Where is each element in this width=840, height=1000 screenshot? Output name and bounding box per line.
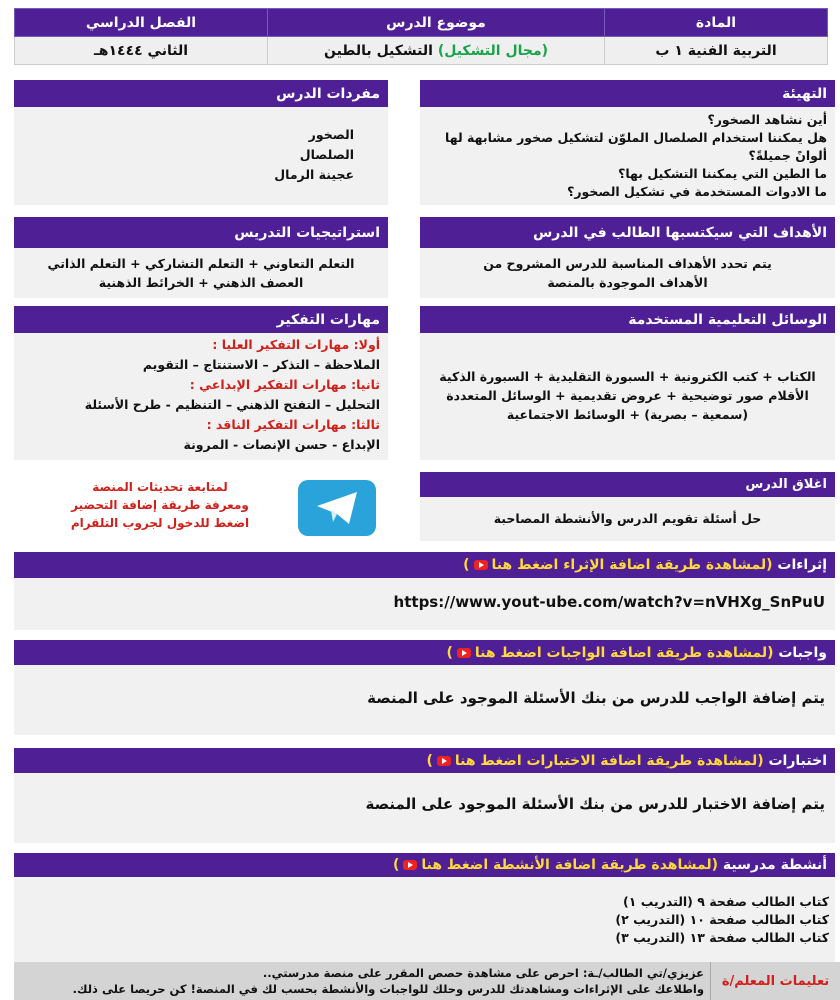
link-text: (لمشاهدة طريقة اضافة الإثراء اضغط هنا [491,557,773,573]
line: (سمعية – بصرية) + الوسائط الاجتماعية [506,407,749,422]
objectives-section [420,217,835,298]
enrichment-section [14,552,835,630]
warmup-section [420,80,835,205]
vocab-section [14,80,388,205]
topic-domain: (مجال التشكيل) [437,42,549,59]
section-title: اغلاق الدرس [420,472,835,497]
activity-item: كتاب الطالب صفحة ١٠ (التدريب ٢) [615,912,829,927]
line: هل يمكننا استخدام الصلصال الملوّن لتشكيل صخور مشابهة لها ألوانً جميلةً؟ [445,130,827,163]
line: اضغط للدخول لجروب التلقرام [70,516,250,530]
subheading: ثانيا: مهارات التفكير الإبداعي : [189,377,380,392]
activities-video-link[interactable]: (لمشاهدة طريقة اضافة الأنشطة اضغط هنا) [392,857,719,873]
telegram-link[interactable] [40,478,280,532]
topic-name: التشكيل بالطين [323,42,438,59]
youtube-icon [403,860,417,870]
section-title: استراتيجيات التدريس [14,217,388,248]
line: واطلاعك على الإثراءات ومشاهدتك للدرس وحلك للواجبات والأنشطة بحسب لك في المنصة! كن حريصا على ذلك. [72,982,704,996]
term-value: الثاني ١٤٤٤هـ [15,37,268,65]
objectives-text: يتم تحدد الأهداف المناسبة للدرس المشروح من الأهداف الموجودة بالمنصة [420,248,835,298]
section-title: مهارات التفكير [14,306,388,333]
line: ما الادوات المستخدمة في تشكيل الصخور؟ [567,184,827,199]
line: الإبداع - حسن الإنصات - المرونة [183,437,380,452]
strategies-section [14,217,388,298]
subject-header: المادة [605,9,828,37]
section-title: الأهداف التي سيكتسبها الطالب في الدرس [420,217,835,248]
means-section [420,306,835,460]
homework-text: يتم إضافة الواجب للدرس من بنك الأسئلة الموجود على المنصة [14,665,835,735]
teacher-label: تعليمات المعلم/ة [710,962,840,1000]
tests-video-link[interactable]: (لمشاهدة طريقة اضافة الاختبارات اضغط هنا) [426,752,764,769]
vocab-item: الصلصال [299,147,354,162]
line: العصف الذهني + الخرائط الذهنية [98,275,304,290]
subheading: ثالثا: مهارات التفكير الناقد : [206,417,380,432]
line: الملاحظة – التذكر – الاستنتاج – التقويم [142,357,380,372]
homework-section [14,640,835,735]
youtube-icon [474,560,488,570]
line: التحليل – التفتح الذهني – التنظيم - طرح الأسئلة [84,397,380,412]
enrichment-url[interactable]: https://www.yout-ube.com/watch?v=nVHXg_SnPuU [14,578,835,630]
link-text: (لمشاهدة طريقة اضافة الأنشطة اضغط هنا [421,857,719,873]
closing-text: حل أسئلة تقويم الدرس والأنشطة المصاحبة [420,497,835,541]
vocab-item: الصخور [308,127,354,142]
tests-section [14,748,835,843]
line: لمتابعة تحديثات المنصة [92,480,228,494]
homework-video-link[interactable]: (لمشاهدة طريقة اضافة الواجبات اضغط هنا) [446,644,774,661]
section-title: الوسائل التعليمية المستخدمة [420,306,835,333]
line: ما الطين التي يمكننا التشكيل بها؟ [618,166,827,181]
line: ومعرفة طريقة إضافة التحضير [71,498,249,512]
thinking-skills-section [14,306,388,460]
line: عزيزي/تي الطالب/ـة: احرص على مشاهدة حصص المقرر على منصة مدرستي.. [262,966,704,980]
link-text: (لمشاهدة طريقة اضافة الواجبات اضغط هنا [474,644,774,661]
topic-value [268,37,605,65]
section-title: مفردات الدرس [14,80,388,107]
section-title: إثراءات [777,557,827,573]
section-title: التهيئة [420,80,835,107]
subject-value: التربية الفنية ١ ب [605,37,828,65]
link-text: (لمشاهدة طريقة اضافة الاختبارات اضغط هنا [454,752,764,769]
lesson-info-table [14,8,828,65]
section-title: واجبات [778,644,827,661]
telegram-icon[interactable] [298,480,376,536]
line: الكتاب + كتب الكترونية + السبورة التقليدية + السبورة الذكية [439,369,816,384]
youtube-icon [457,648,471,658]
youtube-icon [437,756,451,766]
subheading: أولا: مهارات التفكير العليا : [212,337,380,352]
line: أين نشاهد الصخور؟ [707,112,827,127]
section-title: اختبارات [768,752,827,769]
teacher-instructions [14,962,840,1000]
topic-header: موضوع الدرس [268,9,605,37]
enrichment-video-link[interactable]: (لمشاهدة طريقة اضافة الإثراء اضغط هنا) [463,557,773,573]
section-title: أنشطة مدرسية [722,857,827,873]
activity-item: كتاب الطالب صفحة ١٣ (التدريب ٣) [615,930,829,945]
vocab-item: عجينة الرمال [274,167,354,182]
activity-item: كتاب الطالب صفحة ٩ (التدريب ١) [623,894,829,909]
closing-section [420,472,835,541]
line: الأقلام صور توضيحية + عروض تقديمية + الوسائل المتعددة [446,388,809,403]
tests-text: يتم إضافة الاختبار للدرس من بنك الأسئلة الموجود على المنصة [14,773,835,843]
line: التعلم التعاوني + التعلم التشاركي + التعلم الذاتي [47,256,355,271]
activities-section [14,853,835,962]
term-header: الفصل الدراسي [15,9,268,37]
